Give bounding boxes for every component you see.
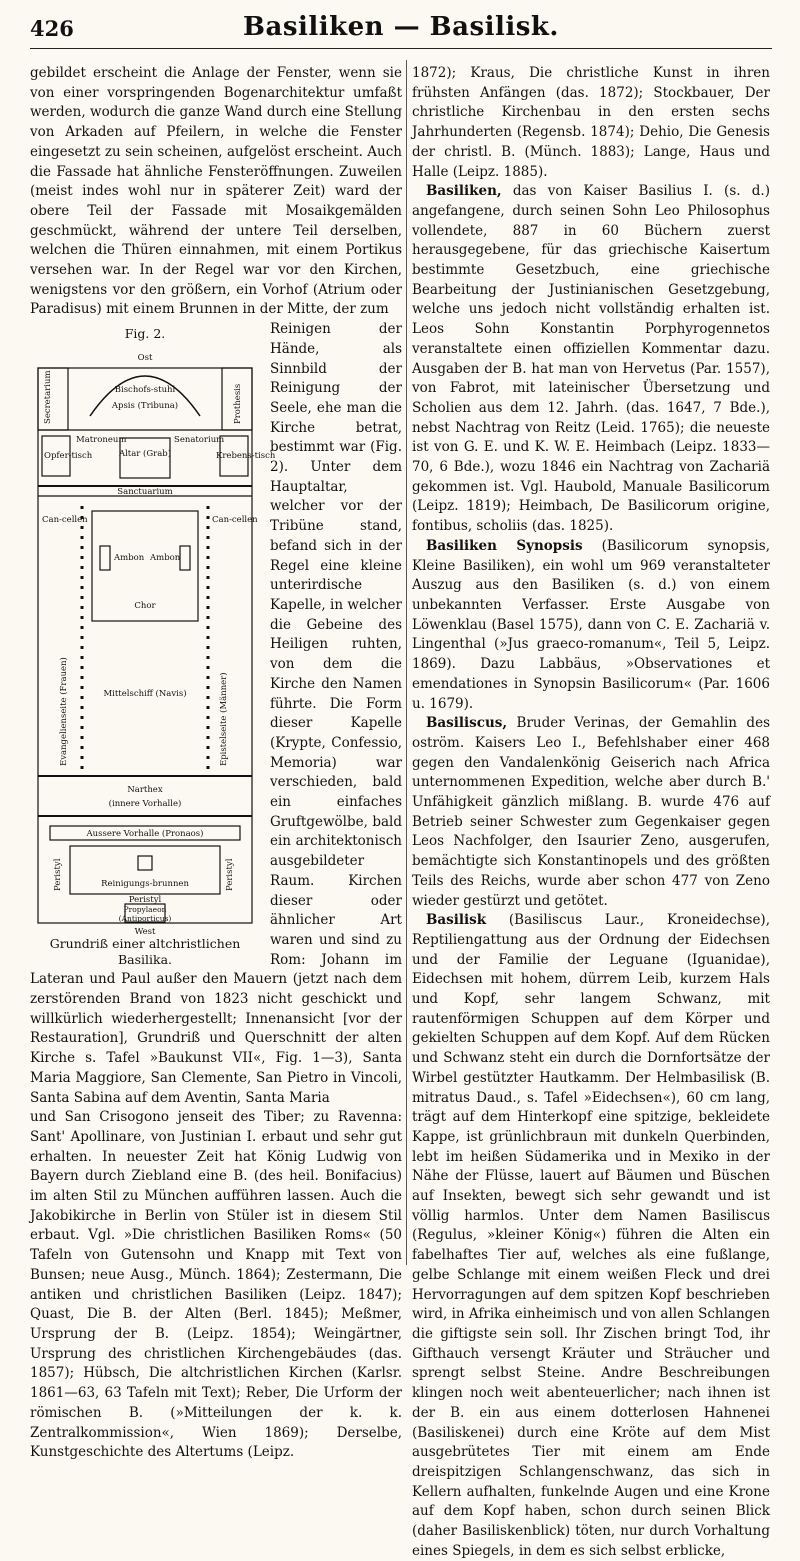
column-divider	[406, 60, 407, 1265]
left-column	[30, 64, 402, 1463]
label-antiporticus: (Antiporticus)	[118, 913, 172, 923]
headword-basiliken: Basiliken,	[426, 183, 502, 200]
paragraph-continuation: 1872); Kraus, Die christliche Kunst in ihren frühsten Anfängen (das. 1872); Stockbauer, Der christliche Kirchenbau in den ersten sechs Jahrhunderten (Regensb. 1874); Dehio, Die Genesis der christl. B. (Münch. 1883); Lange, Haus und Halle (Leipz. 1885).	[412, 65, 770, 180]
label-ambon-left: Ambon	[114, 552, 145, 563]
page-number: 426	[30, 16, 74, 41]
label-propylaeon: Propylaeon	[123, 904, 167, 914]
fountain-box	[138, 856, 152, 870]
label-secretarium: Secretarium	[43, 370, 53, 424]
entry-basilisk	[412, 911, 770, 1561]
label-peristyl-left: Peristyl	[53, 858, 63, 891]
label-cancellen-right: Can-cellen	[212, 514, 258, 525]
entry-basiliscus-text: Bruder Verinas, der Gemahlin des oström. Kaisers Leo I., Befehlshaber einer 468 gegen den Vandalenkönig Geiserich nach Africa unternommenen Expedition, welche aber durch B.' Unfähigkeit gänzlich mißlang. B. wurde 476 auf Betrieb seiner Schwester zum Gegenkaiser gegen Leos Nachfolger, den Isaurier Zeno, ausgerufen, bemächtigte sich Konstantinopels und des größten Teils des Reichs, wurde aber schon 477 von Zeno wieder gestürzt und getötet.	[412, 715, 770, 909]
headword-basiliscus: Basiliscus,	[426, 715, 508, 732]
label-peristyl-right: Peristyl	[225, 858, 235, 891]
right-column	[412, 64, 770, 1561]
label-evangelienseite: Evangelienseite (Frauen)	[59, 656, 69, 766]
label-peristyl-bottom: Peristyl	[128, 894, 162, 905]
label-senatorium: Senatorium	[174, 434, 225, 445]
label-innere-vorhalle: (innere Vorhalle)	[108, 798, 182, 809]
entry-basiliken	[412, 182, 770, 537]
entry-basilisk-text: (Basiliscus Laur., Kroneidechse), Reptiliengattung aus der Ordnung der Eidechsen und der Familie der Leguane (Iguanidae), Eidechsen mit hohem, dürrem Leib, kurzem Hals und Kopf, sehr langem Schwanz, mit rautenförmigen Schuppen auf dem Körper und gekielten Schuppen auf dem Kopf. Auf dem Rücken und Schwanz steht ein durch die Dornfortsätze der Wirbel gestützter Hautkamm. Der Helmbasilisk (B. mitratus Daud., s. Tafel »Eidechsen«), 60 cm lang, trägt auf dem Hinterkopf eine spitzige, bekleidete Kappe, ist grünlichbraun mit dunkeln Querbinden, lebt im heißen Südamerika und in Mexiko in der Nähe der Flüsse, lauert auf Bäumen und Büschen auf Insekten, bewegt sich sehr gewandt und ist völlig harmlos. Unter dem Namen Basiliscus (Regulus, »kleiner König«) führen die Alten ein fabelhaftes Tier auf, welches als eine fußlange, gelbe Schlange mit einem weißen Fleck und drei Hervorragungen auf dem spitzen Kopf beschrieben wird, in Afrika einheimisch und von allen Schlangen die giftigste sein soll. Ihr Zischen bringt Tod, ihr Gifthauch versengt Kräuter und Sträucher und sprengt selbst Steine. Andre Beschreibungen klingen noch weit abenteuerlicher; nach ihnen ist der B. ein aus einem dotterlosen Hahnenei (Basiliskenei) durch eine Kröte auf dem Mist ausgebrütetes Tier mit einem am Ende dreispitzigen Schlangenschwanz, das sich in Kellern aufhalten, funkelnde Augen und eine Krone auf dem Kopf haben, schon durch seinen Blick (daher Basiliskenblick) töten, nur durch Vorhaltung eines Spiegels, in dem es sich selbst erblicke,	[412, 912, 770, 1559]
label-west: West	[134, 926, 156, 937]
entry-synopsis	[412, 537, 770, 714]
label-reinigungsbrunnen: Reinigungs-brunnen	[101, 878, 189, 889]
label-altar: Altar (Grab)	[118, 448, 172, 459]
label-aussere-vorhalle: Aussere Vorhalle (Pronaos)	[86, 828, 204, 839]
label-bischofsstuhl: Bischofs-stuhl	[114, 384, 176, 395]
figure-basilica-plan	[30, 324, 276, 967]
headword-synopsis: Basiliken Synopsis	[426, 537, 583, 554]
label-opfertisch: Opfer-tisch	[44, 450, 93, 461]
label-cancellen-left: Can-cellen	[42, 514, 88, 525]
figure-caption: Grundriß einer altchristlichen Basilika.	[49, 935, 241, 967]
label-mittelschiff: Mittelschiff (Navis)	[103, 688, 187, 699]
label-prothesis: Prothesis	[233, 383, 243, 424]
entry-synopsis-text: (Basilicorum synopsis, Kleine Basiliken), ein wohl um 969 veranstalteter Auszug aus den Basiliken (s. d.) von einem unbekannten Verfasser. Erste Ausgabe von Löwenklau (Basel 1575), dann von C. E. Zachariä v. Lingenthal (»Jus graeco-romanum«, Teil 5, Leipz. 1869). Dazu Labbäus, »Observationes et emendationes in Synopsin Basilicorum« (Par. 1606 u. 1679).	[412, 537, 770, 712]
figure-title: Fig. 2.	[124, 326, 166, 342]
label-krebenstisch: Krebens-tisch	[216, 450, 276, 461]
label-apsis: Apsis (Tribuna)	[111, 400, 179, 411]
entry-basiliken-text: das von Kaiser Basilius I. (s. d.) angefangene, durch seinen Sohn Leo Philosophus vollendete, 887 in 60 Büchern zuerst herausgegebene, für das griechische Kaisertum bestimmte Gesetzbuch, eine griechische Bearbeitung der Justinianischen Gesetzgebung, welche uns jedoch nicht vollständig erhalten ist. Leos Sohn Konstantin Porphyrogennetos veranstaltete einen offiziellen Kommentar dazu. Ausgaben der B. hat man von Hervetus (Par. 1557), von Fabrot, mit lateinischer Übersetzung und Scholien aus dem 12. Jahrh. (das. 1647, 7 Bde.), nebst Nachtrag von Reitz (Leid. 1765); die neueste ist von G. E. und K. W. E. Heimbach (Leipz. 1833—70, 6 Bde.), wozu 1846 ein Nachtrag von Zachariä gekommen ist. Vgl. Haubold, Manuale Basilicorum (Leipz. 1819); Heimbach, De Basilicorum origine, fontibus, scholiis (das. 1825).	[412, 183, 770, 535]
basilica-floor-plan	[30, 346, 276, 937]
page-header	[30, 8, 772, 49]
label-epistelseite: Epistelseite (Männer)	[219, 672, 229, 766]
label-matroneum: Matroneum	[76, 434, 127, 445]
label-sanctuarium: Sanctuarium	[117, 486, 173, 497]
paragraph-wrap: Reinigen der Hände, als Sinnbild der Reinigung der Seele, ehe man die Kirche betrat, bestimmt war (Fig. 2). Unter dem Hauptaltar, welcher vor der Tribüne stand, befand sich in der Regel eine kleine unterirdische Kapelle, in welcher die Gebeine des Heiligen ruhten, von dem die Kirche den Namen führte. Die Form dieser Kapelle (Krypte, Confessio, Memoria) war verschieden, bald ein einfaches Gruftgewölbe, bald ein architektonisch ausgebildeter Raum. Kirchen dieser oder ähnlicher Art waren und sind zu Rom: Johann im Lateran und Paul außer den Mauern (jetzt nach dem zerstörenden Brand von 1823 nicht geschickt und willkürlich wiederhergestellt; Innenansicht [vor der Restauration], Grundriß und Querschnitt der alten Kirche s. Tafel »Baukunst VII«, Fig. 1—3), Santa Maria Maggiore, San Clemente, San Pietro in Vincoli, Santa Sabina auf dem Aventin, Santa Maria	[30, 321, 402, 1106]
label-chor: Chor	[134, 600, 156, 611]
label-ost: Ost	[137, 352, 153, 363]
paragraph-rest: und San Crisogono jenseit des Tiber; zu Ravenna: Sant' Apollinare, von Justinian I. erbaut und sehr gut erhalten. In neuester Zeit hat König Ludwig von Bayern durch Ziebland eine B. (des heil. Bonifacius) im alten Stil zu München aufführen lassen. Auch die Jakobikirche in Berlin von Stüler ist in diesem Stil erbaut. Vgl. »Die christlichen Basiliken Roms« (50 Tafeln von Gutensohn und Knapp mit Text von Bunsen; neue Ausg., Münch. 1864); Zestermann, Die antiken und christlichen Basiliken (Leipz. 1847); Quast, Die B. der Alten (Berl. 1845); Meßmer, Ursprung der B. (Leipz. 1854); Weingärtner, Ursprung des christlichen Kirchengebäudes (das. 1857); Hübsch, Die altchristlichen Kirchen (Karlsr. 1861—63, 63 Tafeln mit Text); Reber, Die Urform der römischen B. (»Mitteilungen der k. k. Zentralkommission«, Wien 1869); Derselbe, Kunstgeschichte des Altertums (Leipz.	[30, 1109, 402, 1461]
headword-basilisk: Basilisk	[426, 912, 487, 929]
label-ambon-right: Ambon	[150, 552, 181, 563]
ambon-right-box	[180, 546, 190, 570]
label-narthex: Narthex	[127, 784, 163, 795]
ambon-left-box	[100, 546, 110, 570]
running-title: Basiliken — Basilisk.	[243, 12, 559, 42]
entry-basiliscus	[412, 714, 770, 911]
paragraph-intro: gebildet erscheint die Anlage der Fenster, wenn sie von einer vorspringenden Bogenarchitektur umfaßt werden, wodurch die ganze Wand durch eine Stellung von Arkaden auf Pfeilern, in welche die Fenster eingesetzt zu sein scheinen, aufgelöst erscheint. Auch die Fassade hat ähnliche Fensteröffnungen. Zuweilen (meist indes wohl nur in späterer Zeit) ward der obere Teil der Fassade mit Mosaikgemälden geschmückt, während der untere Teil derselben, welchen die Thüren einnahmen, mit einem Portikus versehen war. In der Regel war vor den Kirchen, wenigstens vor den größern, ein Vorhof (Atrium oder Paradisus) mit einem Brunnen in der Mitte, der zum	[30, 65, 402, 318]
